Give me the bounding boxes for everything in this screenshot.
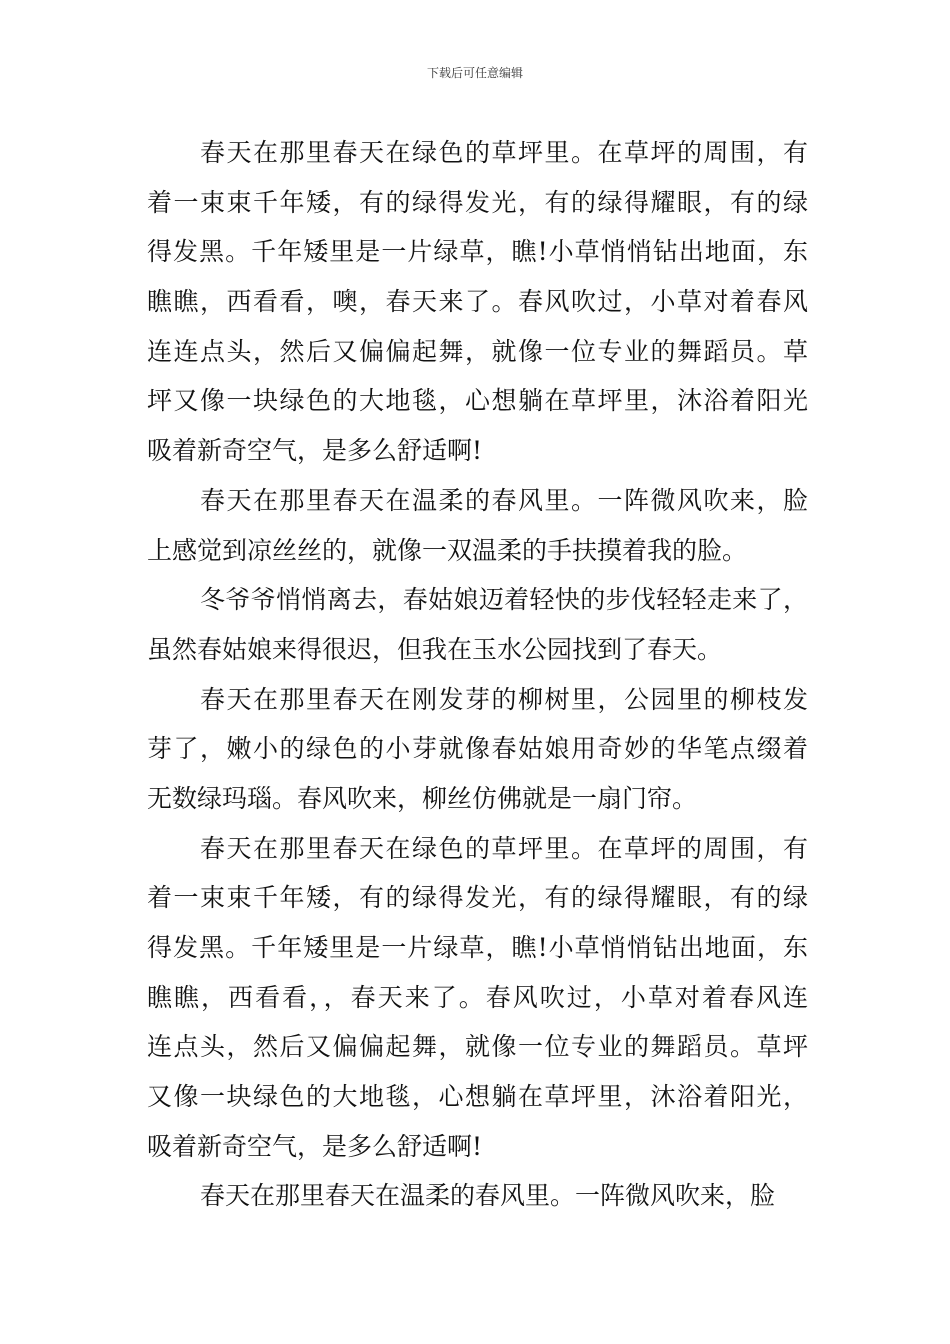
text-line: 着一束束千年矮，有的绿得发光，有的绿得耀眼，有的绿 — [147, 187, 808, 217]
page-header: 下载后可任意编辑 — [426, 66, 523, 80]
text-line: 瞧瞧，西看看，，春天来了。春风吹过，小草对着春风连 — [147, 982, 808, 1012]
text-line: 得发黑。千年矮里是一片绿草，瞧!小草悄悄钻出地面，东 — [147, 237, 808, 267]
text-line: 着一束束千年矮，有的绿得发光，有的绿得耀眼，有的绿 — [147, 883, 808, 913]
text-line: 春天在那里春天在刚发芽的柳树里，公园里的柳枝发 — [200, 684, 808, 714]
paragraph — [147, 1171, 808, 1221]
text-line: 连连点头，然后又偏偏起舞，就像一位专业的舞蹈员。草 — [147, 336, 808, 366]
paragraph — [147, 824, 808, 1172]
paragraph — [147, 476, 808, 575]
paragraph — [147, 575, 808, 674]
text-line: 春天在那里春天在绿色的草坪里。在草坪的周围，有 — [200, 833, 808, 863]
text-line: 得发黑。千年矮里是一片绿草，瞧!小草悄悄钻出地面，东 — [147, 933, 808, 962]
text-line: 连点头，然后又偏偏起舞，就像一位专业的舞蹈员。草坪 — [147, 1032, 808, 1062]
text-line: 春天在那里春天在温柔的春风里。一阵微风吹来，脸 — [200, 485, 808, 515]
text-line: 虽然春姑娘来得很迟，但我在玉水公园找到了春天。 — [147, 634, 723, 664]
text-line: 坪又像一块绿色的大地毯，心想躺在草坪里，沐浴着阳光 — [147, 386, 808, 416]
text-line: 又像一块绿色的大地毯，心想躺在草坪里，沐浴着阳光， — [147, 1082, 808, 1112]
text-line: 瞧瞧，西看看，噢，春天来了。春风吹过，小草对着春风 — [147, 287, 808, 317]
text-line: 吸着新奇空气，是多么舒适啊! — [147, 436, 483, 466]
text-line: 春天在那里春天在温柔的春风里。一阵微风吹来，脸 — [200, 1181, 776, 1211]
paragraph — [147, 128, 808, 476]
paragraph — [147, 675, 808, 824]
text-line: 冬爷爷悄悄离去，春姑娘迈着轻快的步伐轻轻走来了， — [200, 585, 808, 615]
text-line: 吸着新奇空气，是多么舒适啊! — [147, 1131, 483, 1161]
document-body — [147, 128, 808, 1221]
text-line: 上感觉到凉丝丝的，就像一双温柔的手扶摸着我的脸。 — [147, 535, 748, 565]
text-line: 春天在那里春天在绿色的草坪里。在草坪的周围，有 — [200, 138, 808, 167]
text-line: 无数绿玛瑙。春风吹来，柳丝仿佛就是一扇门帘。 — [147, 783, 698, 813]
text-line: 芽了，嫩小的绿色的小芽就像春姑娘用奇妙的华笔点缀着 — [147, 734, 808, 764]
